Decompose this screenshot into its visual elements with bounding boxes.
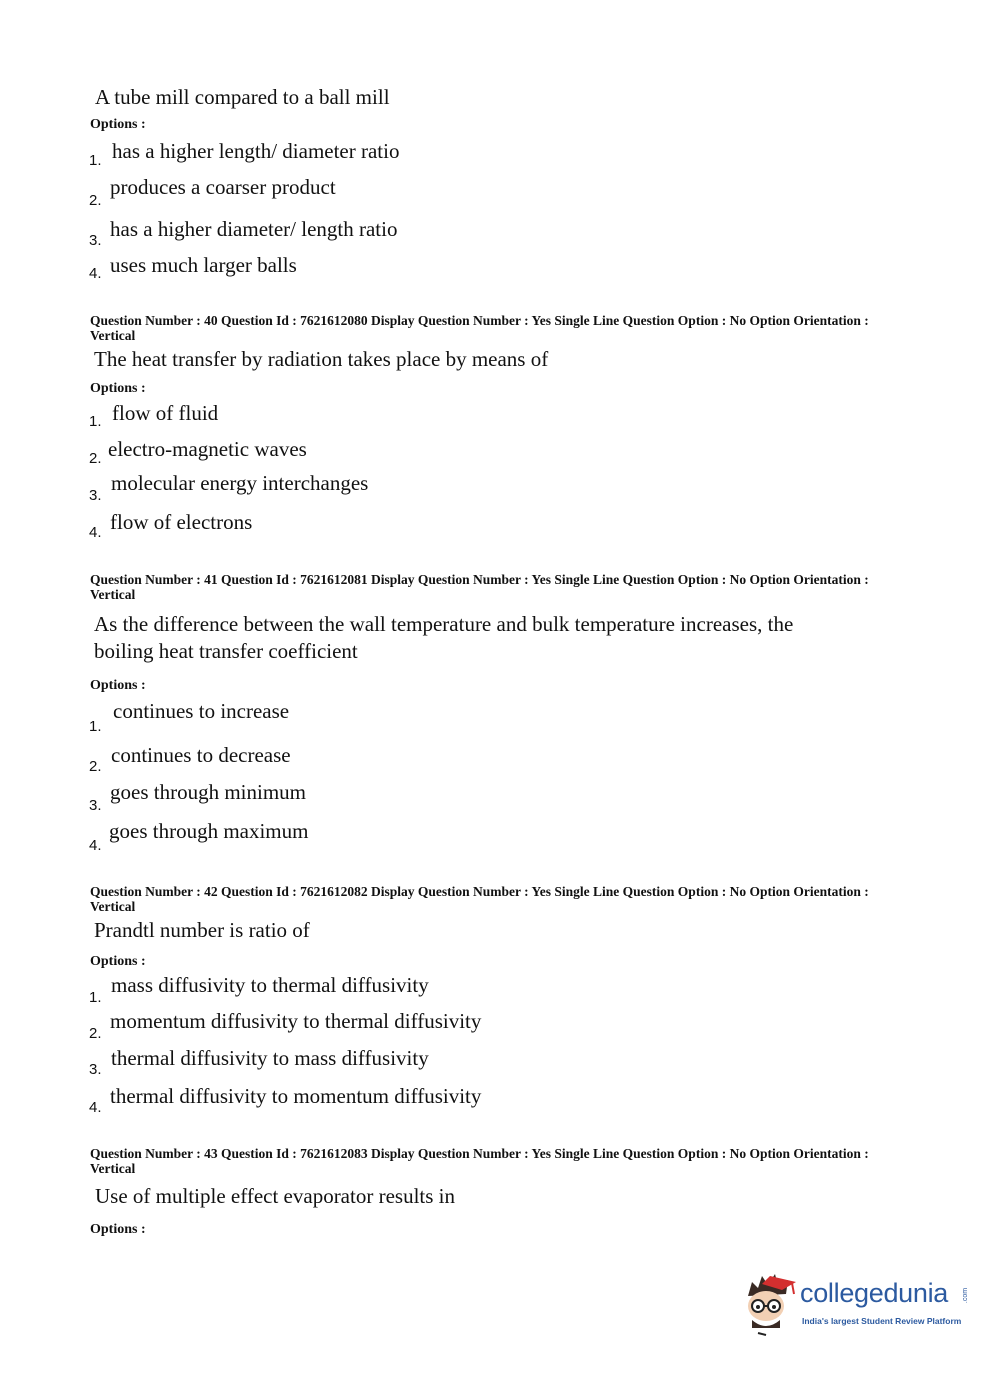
q39-text: A tube mill compared to a ball mill <box>95 85 390 109</box>
brand-tagline: India's largest Student Review Platform <box>802 1316 962 1326</box>
q39-options-label: Options : <box>90 117 146 132</box>
q42-option-4-number: 4. <box>89 1099 102 1116</box>
q41-option-2-number: 2. <box>89 758 102 775</box>
q41-option-3-number: 3. <box>89 797 102 814</box>
q40-option-3-number: 3. <box>89 487 102 504</box>
q40-text: The heat transfer by radiation takes place by means of <box>94 347 549 371</box>
q39-option-3: has a higher diameter/ length ratio <box>110 217 398 241</box>
q41-option-1-number: 1. <box>89 718 102 735</box>
brand-name: collegedunia <box>800 1278 949 1308</box>
q42-option-1-number: 1. <box>89 989 102 1006</box>
q41-option-1: continues to increase <box>113 699 290 723</box>
q42-options-label: Options : <box>90 954 146 969</box>
q40-option-4: flow of electrons <box>110 510 253 534</box>
q42-option-3-number: 3. <box>89 1061 102 1078</box>
q39-option-1: has a higher length/ diameter ratio <box>112 139 400 163</box>
q42-meta: Question Number : 42 Question Id : 7621612082 Display Question Number : Yes Single Line Question Option : No Option Orientation : Vertical <box>90 884 869 914</box>
q40-option-1-number: 1. <box>89 413 102 430</box>
q41-option-4: goes through maximum <box>109 819 309 843</box>
q42-option-4: thermal diffusivity to momentum diffusivity <box>110 1084 482 1108</box>
q43-text: Use of multiple effect evaporator results in <box>95 1184 455 1208</box>
q39-option-3-number: 3. <box>89 232 102 249</box>
q40-option-1: flow of fluid <box>112 401 219 425</box>
q40-option-2: electro-magnetic waves <box>108 437 307 461</box>
q39-option-1-number: 1. <box>89 152 102 169</box>
q40-option-3: molecular energy interchanges <box>111 471 369 495</box>
q41-text: As the difference between the wall temperature and bulk temperature increases, the boiling heat transfer coefficient <box>94 612 794 663</box>
brand-suffix: .com <box>962 1287 970 1304</box>
q42-option-2-number: 2. <box>89 1025 102 1042</box>
q41-option-4-number: 4. <box>89 837 102 854</box>
q39-option-4: uses much larger balls <box>110 253 297 277</box>
q40-options-label: Options : <box>90 381 146 396</box>
q41-option-2: continues to decrease <box>111 743 291 767</box>
q39-option-4-number: 4. <box>89 265 102 282</box>
q42-option-3: thermal diffusivity to mass diffusivity <box>111 1046 429 1070</box>
q43-options-label: Options : <box>90 1222 146 1237</box>
q40-option-2-number: 2. <box>89 450 102 467</box>
q41-options-label: Options : <box>90 678 146 693</box>
q40-meta: Question Number : 40 Question Id : 7621612080 Display Question Number : Yes Single Line Question Option : No Option Orientation : Vertical <box>90 313 869 343</box>
collegedunia-logo <box>742 1270 972 1340</box>
q41-option-3: goes through minimum <box>110 780 306 804</box>
q39-option-2: produces a coarser product <box>110 175 336 199</box>
q43-meta: Question Number : 43 Question Id : 7621612083 Display Question Number : Yes Single Line Question Option : No Option Orientation : Vertical <box>90 1146 869 1176</box>
q40-option-4-number: 4. <box>89 524 102 541</box>
q42-text: Prandtl number is ratio of <box>94 918 310 942</box>
q39-option-2-number: 2. <box>89 192 102 209</box>
q42-option-2: momentum diffusivity to thermal diffusivity <box>110 1009 482 1033</box>
q42-option-1: mass diffusivity to thermal diffusivity <box>111 973 429 997</box>
q41-meta: Question Number : 41 Question Id : 7621612081 Display Question Number : Yes Single Line Question Option : No Option Orientation : Vertical <box>90 572 869 602</box>
student-mascot-icon <box>742 1270 800 1336</box>
